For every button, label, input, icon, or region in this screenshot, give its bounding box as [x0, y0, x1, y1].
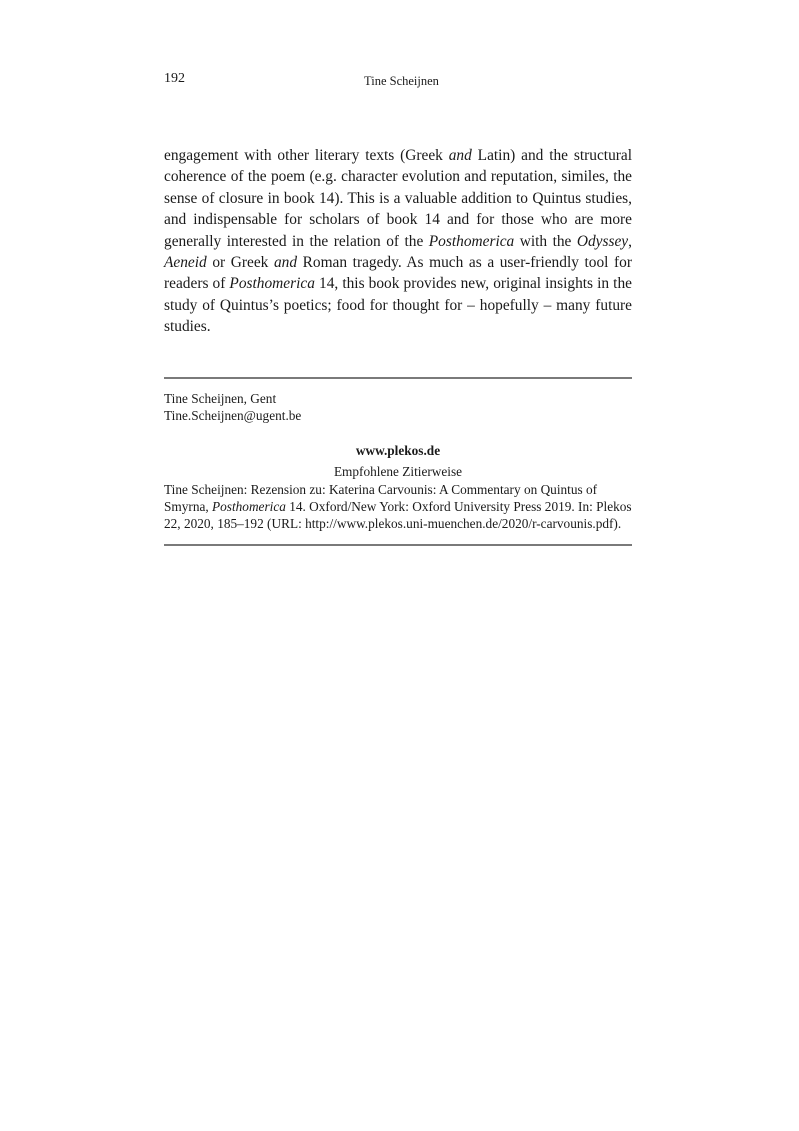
italic-text: Posthomerica	[229, 275, 315, 293]
italic-text: Posthomerica	[212, 499, 286, 514]
citation-heading: Empfohlene Zitierweise	[333, 464, 463, 479]
body-paragraph	[164, 145, 632, 338]
text-run: Roman tragedy. As much as a user-friendly tool for readers of	[164, 254, 632, 293]
citation-text	[164, 481, 632, 532]
author-name-place: Tine Scheijnen, Gent	[164, 391, 277, 406]
running-head-text: Tine Scheijnen	[364, 74, 439, 88]
running-head	[0, 74, 799, 89]
italic-text: Aeneid	[164, 254, 207, 272]
author-email[interactable]: Tine.Scheijnen@ugent.be	[164, 408, 302, 423]
italic-text: Posthomerica	[428, 232, 515, 250]
text-run: 14. Oxford/New York: Oxford University Press 2019. In: Plekos 22, 2020, 185–192 (URL: http://www.plekos.uni-muenchen.de/2020/r-carvounis.pdf).	[164, 499, 632, 531]
text-run: with the	[514, 232, 577, 250]
bottom-divider	[164, 544, 632, 546]
site-link[interactable]: www.plekos.de	[355, 443, 441, 458]
text-run: Latin) and the structural coherence of the poem (e.g. character evolution and reputation, similes, the sense of closure in book 14). This is a valuable addition to Quintus studies, and indispensable for scholars of book 14 and for those who are more generally interested in the relation of the	[164, 147, 632, 250]
text-run: or Greek	[206, 254, 274, 272]
text-run: engagement with other literary texts (Greek	[164, 147, 449, 164]
text-run: 14, this book provides new, original insights in the study of Quintus’s poetics; food for thought for – hopefully – many future studies.	[164, 275, 632, 336]
italic-text: Odyssey	[576, 232, 629, 250]
text-run: ,	[628, 232, 632, 250]
author-block	[164, 390, 301, 424]
text-run: Tine Scheijnen: Rezension zu: Katerina Carvounis: A Commentary on Quintus of Smyrna,	[164, 482, 598, 514]
page-number: 192	[164, 71, 185, 86]
italic-text: and	[448, 147, 472, 164]
italic-text: and	[273, 254, 298, 272]
body-text	[164, 145, 632, 338]
top-divider	[164, 377, 632, 379]
